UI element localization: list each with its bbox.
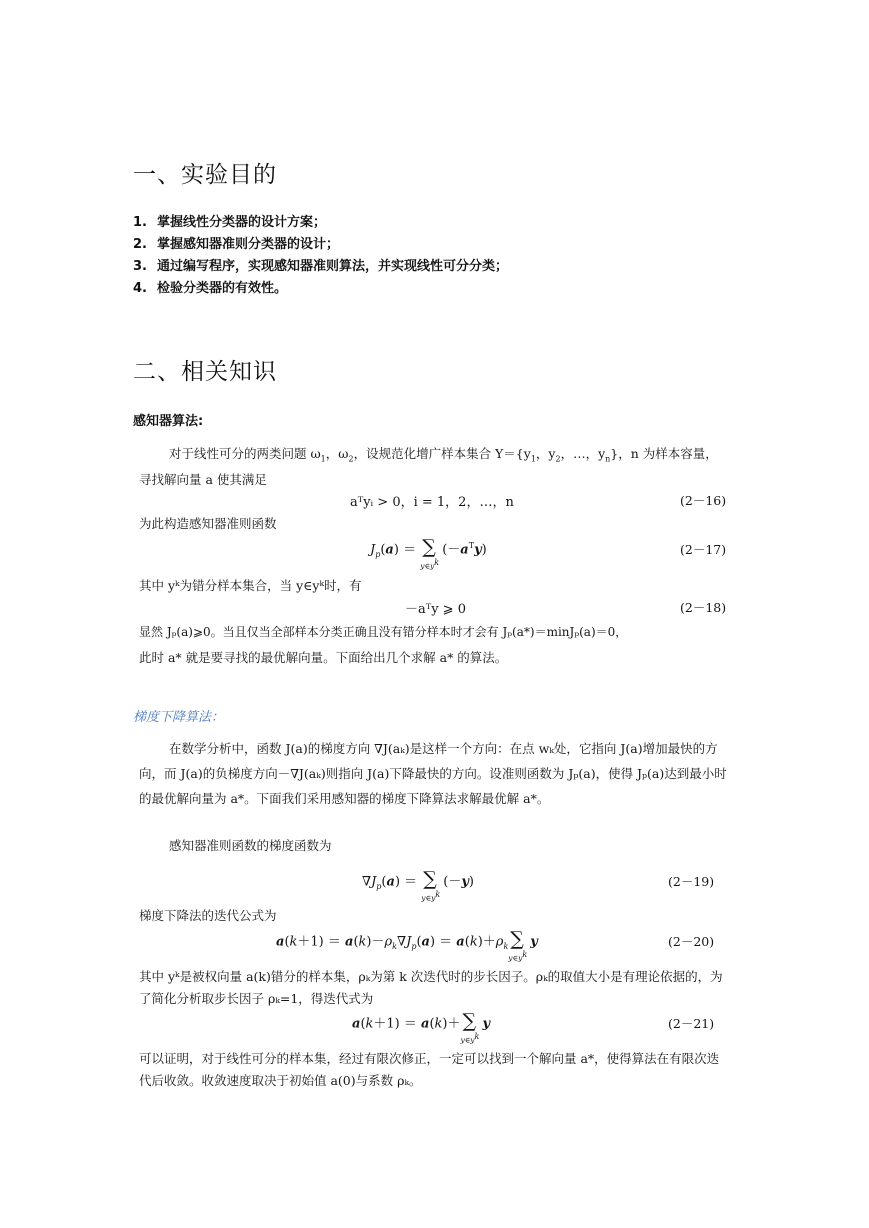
equation-2-19: $\nabla J_p(a)$ ＝ ∑ $y\in y^k$ (－y) <box>362 868 474 903</box>
perceptron-p1-part-a: 对于线性可分的两类问题 ω <box>169 446 321 461</box>
gradient-paragraph-2: 感知器准则函数的梯度函数为 <box>169 838 332 853</box>
equation-number-2-19: (2－19) <box>668 874 715 889</box>
goal-number: 4. <box>133 281 147 296</box>
section-heading-related-knowledge: 二、相关知识 <box>133 359 277 385</box>
perceptron-paragraph-1: 对于线性可分的两类问题 $\omega_1$，$\omega_2$，设规范化增广样本集合 $Y=\{y_1$，$y_2$，…，$y_n$}，n 为样本容量，寻找解向量 a 使其满足 <box>139 446 718 487</box>
goal-number: 2. <box>133 237 147 252</box>
gradient-paragraph-3: 梯度下降法的迭代公式为 <box>139 908 277 923</box>
goal-number: 1. <box>133 215 147 230</box>
gradient-paragraph-4: 其中 yᵏ是被权向量 a(k)错分的样本集，ρₖ为第 k 次迭代时的步长因子。ρₖ的取值大小是有理论依据的，为了简化分析取步长因子 ρₖ=1，得迭代式为 <box>139 969 723 1006</box>
goal-text: 掌握线性分类器的设计方案； <box>157 215 327 230</box>
perceptron-p1-part-b: ，设规范化增广样本集合 Y＝{y <box>353 446 531 461</box>
goal-item <box>133 256 508 278</box>
equation-number-2-16: (2－16) <box>680 493 727 508</box>
gradient-paragraph-5: 可以证明，对于线性可分的样本集，经过有限次修正，一定可以找到一个解向量 a*，使得算法在有限次迭代后收敛。收敛速度取决于初始值 a(0)与系数 ρₖ。 <box>139 1051 720 1088</box>
perceptron-paragraph-3: 其中 yᵏ为错分样本集合，当 y∈yᵏ时，有 <box>139 578 362 593</box>
goal-text: 通过编写程序，实现感知器准则算法，并实现线性可分分类； <box>157 259 509 274</box>
perceptron-p4-line-a: 显然 Jₚ(a)⩾0。当且仅当全部样本分类正确且没有错分样本时才会有 Jₚ(a*)＝minJₚ(a)＝0， <box>139 625 628 639</box>
equation-2-17: $J_p(a)$ ＝ ∑ $y\in y^k$ $(-a^Ty)$ <box>370 536 487 571</box>
equation-number-2-17: (2－17) <box>680 542 727 557</box>
perceptron-p4-line-b: 此时 a* 就是要寻找的最优解向量。下面给出几个求解 a* 的算法。 <box>139 650 508 665</box>
goal-item <box>133 234 508 256</box>
goal-text: 掌握感知器准则分类器的设计； <box>157 237 340 252</box>
perceptron-label: 感知器算法: <box>133 414 204 429</box>
perceptron-paragraph-4 <box>139 622 739 668</box>
equation-2-16: aᵀyᵢ > 0，i = 1，2，…，n <box>350 495 514 510</box>
goal-item <box>133 212 508 234</box>
equation-number-2-20: (2－20) <box>668 934 715 949</box>
gradient-descent-label: 梯度下降算法： <box>133 710 225 725</box>
perceptron-p1-part-c: ，n 为样本容量，寻找解向量 a 使其满足 <box>139 446 718 487</box>
equation-2-21: a(k＋1) ＝ a(k)＋ ∑ $y\in y^k$ y <box>352 1010 491 1045</box>
goal-number: 3. <box>133 259 147 274</box>
equation-number-2-21: (2－21) <box>668 1016 715 1031</box>
equation-2-18: －aᵀy ⩾ 0 <box>405 602 466 617</box>
goal-item <box>133 278 508 300</box>
equation-2-20: $a(k+1) = a(k)-\rho_k\nabla J_p(a) = a(k)+\rho_k$ ∑ $y\in y^k$ y <box>276 928 538 963</box>
perceptron-paragraph-2: 为此构造感知器准则函数 <box>139 516 277 531</box>
gradient-paragraph-1: 在数学分析中，函数 J(a)的梯度方向 ∇J(aₖ)是这样一个方向：在点 wₖ处，它指向 J(a)增加最快的方向，而 J(a)的负梯度方向－∇J(aₖ)则指向 J(a)下降最快的方向。设准则函数为 Jₚ(a)，使得 Jₚ(a)达到最小时的最优解向量为 a*。下面我们采用感知器的梯度下降算法求解最优解 a*。 <box>139 741 727 806</box>
equation-number-2-18: (2－18) <box>680 600 727 615</box>
goals-list <box>133 212 508 300</box>
goal-text: 检验分类器的有效性。 <box>157 281 288 296</box>
section-heading-experiment-purpose: 一、实验目的 <box>133 162 277 188</box>
